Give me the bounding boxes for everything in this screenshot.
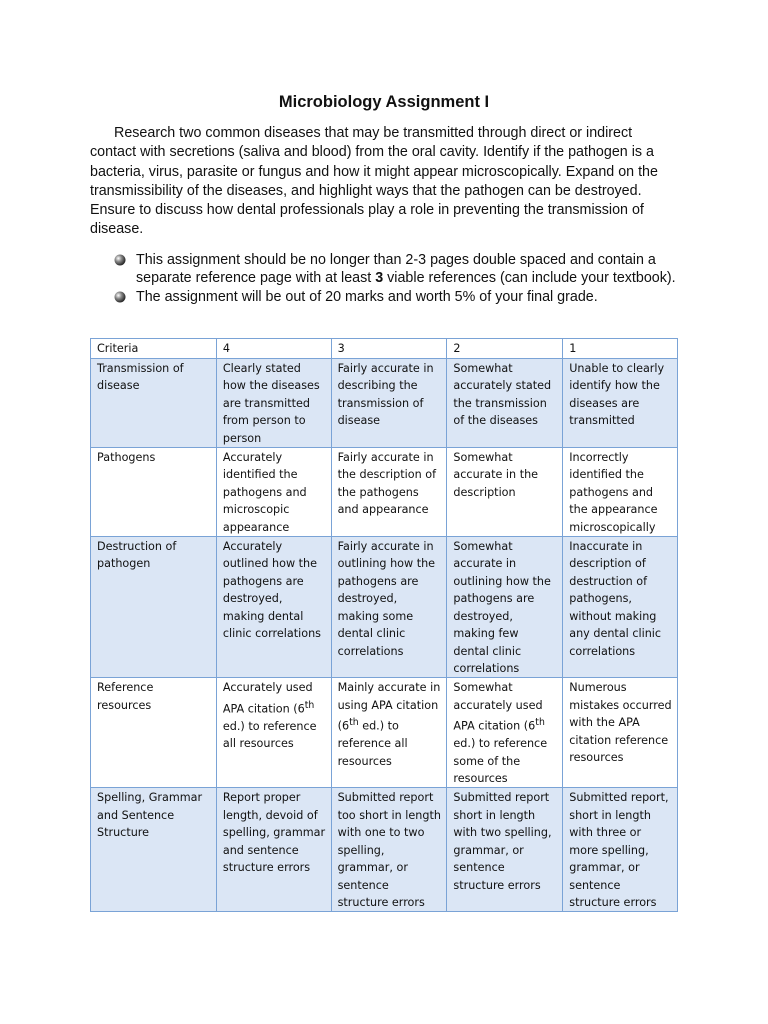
score-2-cell: Submitted report short in length with two spelling, grammar, or sentence structure errors — [447, 788, 563, 912]
table-row — [91, 359, 678, 448]
header-score-3: 3 — [331, 339, 447, 359]
cell-text: Accurately used APA citation (6 — [222, 681, 313, 716]
score-3-cell: Fairly accurate in describing the transmission of disease — [331, 359, 447, 448]
bullet-sphere-icon — [114, 254, 126, 266]
score-3-cell: Fairly accurate in the description of the pathogens and appearance — [331, 448, 447, 537]
table-row — [91, 537, 678, 678]
bullet-text-part: viable references (can include your textbook). — [383, 270, 676, 286]
criteria-cell: Pathogens — [91, 448, 217, 537]
score-4-cell: Accurately identified the pathogens and microscopic appearance — [216, 448, 331, 537]
cell-text: Somewhat accurately used APA citation (6 — [453, 681, 543, 733]
criteria-cell: Reference resources — [91, 678, 217, 788]
score-4-cell: Clearly stated how the diseases are transmitted from person to person — [216, 359, 331, 448]
table-row — [91, 448, 678, 537]
score-1-cell: Submitted report, short in length with three or more spelling, grammar, or sentence structure errors — [563, 788, 678, 912]
header-score-2: 2 — [447, 339, 563, 359]
header-criteria: Criteria — [91, 339, 217, 359]
score-1-cell: Inaccurate in description of destruction of pathogens, without making any dental clinic correlations — [563, 537, 678, 678]
bullet-bold-count: 3 — [375, 270, 384, 286]
criteria-cell: Spelling, Grammar and Sentence Structure — [91, 788, 217, 912]
ordinal-suffix: th — [535, 717, 545, 729]
bullet-text-part: This assignment should be no longer than 2-3 pages double spaced and contain a separate reference page with at least — [136, 252, 656, 286]
score-2-cell: Somewhat accurately stated the transmission of the diseases — [447, 359, 563, 448]
header-score-4: 4 — [216, 339, 331, 359]
score-3-cell — [331, 678, 447, 788]
intro-paragraph: Research two common diseases that may be transmitted through direct or indirect contact with secretions (saliva and blood) from the oral cavity. Identify if the pathogen is a bacteria, virus, parasite or fungus and how it might appear microscopically. Expand on the transmissibility of the diseases, and highlight ways that the pathogen can be destroyed. Ensure to discuss how dental professionals play a role in preventing the transmission of disease. — [90, 125, 658, 238]
score-1-cell: Numerous mistakes occurred with the APA citation reference resources — [563, 678, 678, 788]
requirements-list — [112, 251, 687, 307]
score-3-cell: Submitted report too short in length with one to two spelling, grammar, or sentence structure errors — [331, 788, 447, 912]
rubric-table — [90, 338, 678, 912]
score-3-cell: Fairly accurate in outlining how the pathogens are destroyed, making some dental clinic correlations — [331, 537, 447, 678]
list-item — [112, 251, 687, 287]
table-row — [91, 788, 678, 912]
page-title: Microbiology Assignment I — [278, 93, 490, 111]
ordinal-suffix: th — [304, 699, 315, 711]
criteria-cell: Destruction of pathogen — [91, 537, 217, 678]
table-header-row — [91, 339, 678, 359]
cell-text: ed.) to reference all resources — [337, 719, 408, 768]
cell-text: ed.) to reference some of the resources — [453, 737, 548, 786]
score-4-cell: Report proper length, devoid of spelling, grammar and sentence structure errors — [216, 788, 331, 912]
list-item — [112, 288, 687, 306]
bullet-text: The assignment will be out of 20 marks and worth 5% of your final grade. — [136, 289, 598, 305]
table-row — [91, 678, 678, 788]
ordinal-suffix: th — [349, 717, 359, 729]
cell-text: Mainly accurate in using APA citation (6 — [337, 681, 441, 733]
score-4-cell — [216, 678, 331, 788]
bullet-sphere-icon — [114, 291, 126, 303]
cell-text: ed.) to reference all resources — [222, 719, 317, 751]
score-2-cell: Somewhat accurate in the description — [447, 448, 563, 537]
header-score-1: 1 — [563, 339, 678, 359]
score-4-cell: Accurately outlined how the pathogens are destroyed, making dental clinic correlations — [216, 537, 331, 678]
score-1-cell: Unable to clearly identify how the diseases are transmitted — [563, 359, 678, 448]
criteria-cell: Transmission of disease — [91, 359, 217, 448]
score-1-cell: Incorrectly identified the pathogens and the appearance microscopically — [563, 448, 678, 537]
score-2-cell — [447, 678, 563, 788]
score-2-cell: Somewhat accurate in outlining how the pathogens are destroyed, making few dental clinic correlations — [447, 537, 563, 678]
